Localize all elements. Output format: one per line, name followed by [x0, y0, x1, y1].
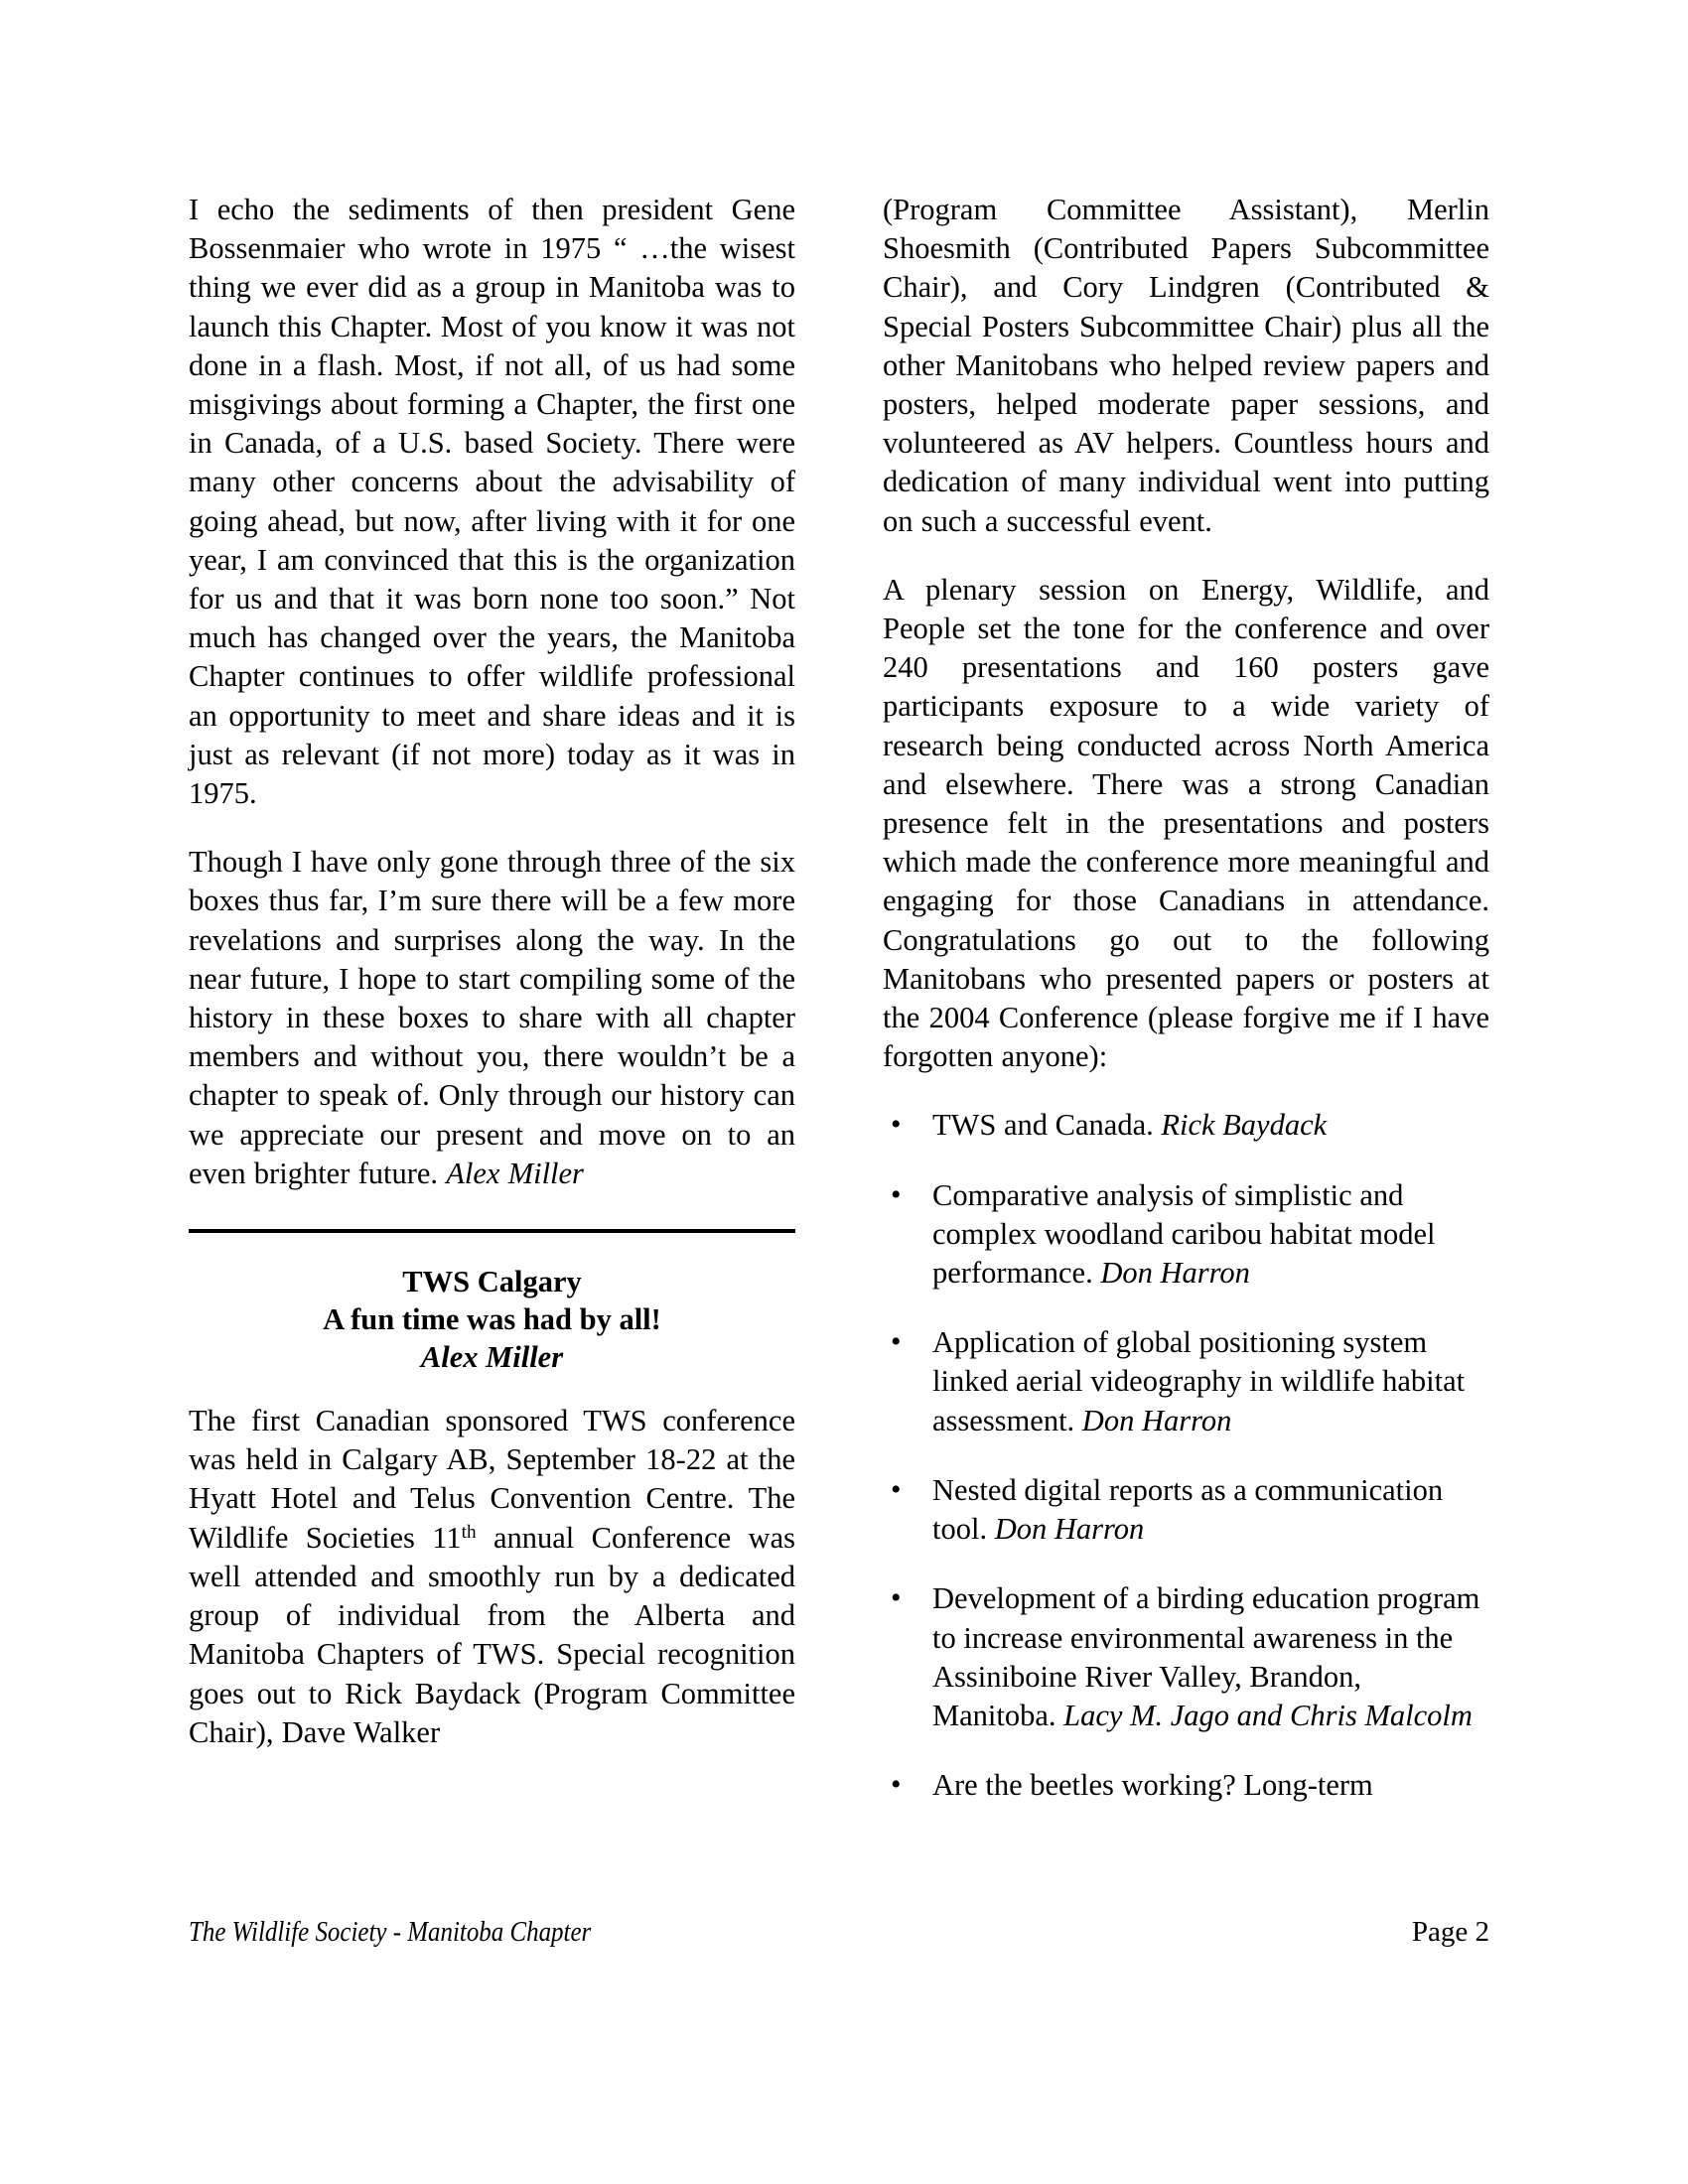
- list-item: [883, 1579, 1489, 1735]
- list-item-author: Lacy M. Jago and Chris Malcolm: [1063, 1698, 1473, 1732]
- section-heading-line-2: A fun time was had by all!: [323, 1302, 661, 1337]
- paragraph-echo-sediments: I echo the sediments of then president Gene Bossenmaier who wrote in 1975 “ …the wisest thing we ever did as a group in Manitoba was to launch this Chapter. Most of you know it was not done in a flash. Most, if not all, of us had some misgivings about forming a Chapter, the first one in Canada, of a U.S. based Society. There were many other concerns about the advisability of going ahead, but now, after living with it for one year, I am convinced that this is the organization for us and that it was born none too soon.” Not much has changed over the years, the Manitoba Chapter continues to offer wildlife professional an opportunity to meet and share ideas and it is just as relevant (if not more) today as it was in 1975.: [189, 193, 795, 811]
- paragraph-calgary-part-2: annual Conference was well attended and smoothly run by a dedicated group of individual from the Alberta and Manitoba Chapters of TWS. Special recognition goes out to Rick Baydack (Program Committee Chair), Dave Walker: [189, 1520, 795, 1749]
- paragraph-calgary-part-1: The first Canadian sponsored TWS conference was held in Calgary AB, September 18-22 at the Hyatt Hotel and Telus Convention Centre. The Wildlife Societies 11: [189, 1404, 795, 1555]
- paragraph-plenary-session: A plenary session on Energy, Wildlife, and People set the tone for the conference and over 240 presentations and 160 posters gave participants exposure to a wide variety of research being conducted across North America and elsewhere. There was a strong Canadian presence felt in the presentations and posters which made the conference more meaningful and engaging for those Canadians in attendance. Congratulations go out to the following Manitobans who presented papers or posters at the 2004 Conference (please forgive me if I have forgotten anyone):: [883, 572, 1489, 1074]
- list-item: [883, 1323, 1489, 1440]
- list-item-title: Application of global positioning system linked aerial videography in wildlife habitat assessment.: [932, 1325, 1466, 1437]
- page-footer: [189, 1916, 1489, 1949]
- list-item: [883, 1766, 1489, 1805]
- section-heading-line-1: TWS Calgary: [402, 1265, 582, 1299]
- list-item-title: Development of a birding education program to increase environmental awareness in the Assiniboine River Valley, Brandon, Manitoba.: [932, 1581, 1480, 1732]
- section-divider-rule: [189, 1229, 795, 1233]
- left-column: [189, 191, 795, 1858]
- paragraph-six-boxes-text: Though I have only gone through three of the six boxes thus far, I’m sure there will be a few more revelations and surprises along the way. In the near future, I hope to start compiling some of the history in these boxes to share with all chapter members and without you, there wouldn’t be a chapter to speak of. Only through our history can we appreciate our present and move on to an even brighter future.: [189, 845, 795, 1190]
- list-item-title: TWS and Canada.: [932, 1108, 1162, 1143]
- list-item-title: Are the beetles working? Long-term: [932, 1768, 1373, 1803]
- presenter-list: [883, 1106, 1489, 1805]
- signature-alex-miller: Alex Miller: [446, 1156, 584, 1190]
- list-item: [883, 1106, 1489, 1145]
- list-item-author: Don Harron: [994, 1512, 1145, 1547]
- footer-page-number: Page 2: [1411, 1916, 1489, 1948]
- page-content: [189, 191, 1489, 1858]
- footer-publication-name: The Wildlife Society - Manitoba Chapter: [189, 1916, 592, 1948]
- list-item-title: Comparative analysis of simplistic and complex woodland caribou habitat model performance.: [932, 1177, 1436, 1291]
- list-item: [883, 1176, 1489, 1294]
- list-item-title: Nested digital reports as a communication tool.: [932, 1472, 1444, 1547]
- list-item-author: Rick Baydack: [1161, 1108, 1328, 1143]
- list-item-author: Don Harron: [1100, 1256, 1250, 1291]
- section-heading-tws-calgary: [189, 1263, 795, 1376]
- right-column: [883, 191, 1489, 1858]
- paragraph-committee-members: (Program Committee Assistant), Merlin Shoesmith (Contributed Papers Subcommittee Chair), and Cory Lindgren (Contributed & Special Posters Subcommittee Chair) plus all the other Manitobans who helped review papers and posters, helped moderate paper sessions, and volunteered as AV helpers. Countless hours and dedication of many individual went into putting on such a successful event.: [883, 193, 1489, 538]
- section-heading-byline: Alex Miller: [420, 1340, 564, 1375]
- list-item: [883, 1471, 1489, 1549]
- two-column-layout: [189, 191, 1489, 1858]
- paragraph-six-boxes: [189, 843, 795, 1193]
- ordinal-suffix-th: th: [461, 1521, 477, 1543]
- list-item-author: Don Harron: [1081, 1403, 1232, 1437]
- paragraph-calgary-conference: [189, 1402, 795, 1752]
